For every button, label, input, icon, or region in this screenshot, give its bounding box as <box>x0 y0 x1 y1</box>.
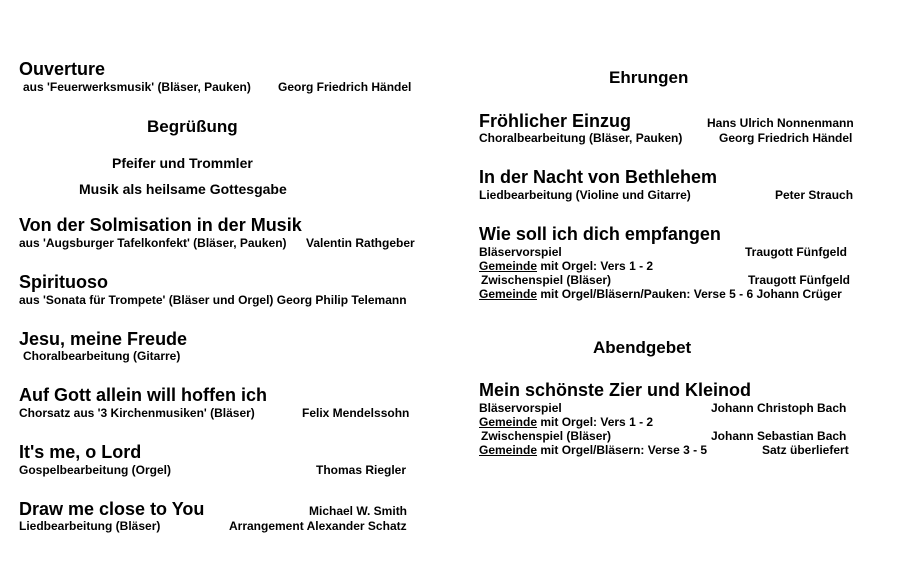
empfangen-line-2-rest: mit Orgel: Vers 1 - 2 <box>537 259 654 273</box>
empfangen-line-3-composer: Traugott Fünfgeld <box>748 273 850 287</box>
solmisation-source: aus 'Augsburger Tafelkonfekt' (Bläser, Pauken) <box>19 236 287 250</box>
gemeinde-label: Gemeinde <box>479 287 538 301</box>
spirituoso-source: aus 'Sonata für Trompete' (Bläser und Orgel) Georg Philip Telemann <box>19 293 407 307</box>
drawme-composer: Michael W. Smith <box>309 504 408 518</box>
kleinod-line-4-rest: mit Orgel/Bläsern: Verse 3 - 5 <box>537 443 708 457</box>
begruessung-line-2: Musik als heilsame Gottesgabe <box>79 181 287 197</box>
kleinod-line-1-composer: Johann Christoph Bach <box>711 401 847 415</box>
einzug-composer: Hans Ulrich Nonnenmann <box>707 116 854 130</box>
itsme-source: Gospelbearbeitung (Orgel) <box>19 463 172 477</box>
begruessung-heading: Begrüßung <box>147 117 238 136</box>
aufgott-source: Chorsatz aus '3 Kirchenmusiken' (Bläser) <box>19 406 255 420</box>
gemeinde-label: Gemeinde <box>479 443 538 457</box>
drawme-source: Liedbearbeitung (Bläser) <box>19 519 161 533</box>
ouverture-composer: Georg Friedrich Händel <box>278 80 412 94</box>
spirituoso-title: Spirituoso <box>19 272 108 292</box>
bethlehem-source: Liedbearbeitung (Violine und Gitarre) <box>479 188 691 202</box>
empfangen-line-1: Bläservorspiel <box>479 245 562 259</box>
ouverture-title: Ouverture <box>19 59 106 79</box>
gemeinde-label: Gemeinde <box>479 259 538 273</box>
kleinod-line-2-rest: mit Orgel: Vers 1 - 2 <box>537 415 654 429</box>
empfangen-line-2 <box>479 259 653 273</box>
kleinod-line-3: Zwischenspiel (Bläser) <box>481 429 612 443</box>
begruessung-line-1: Pfeifer und Trommler <box>112 155 253 171</box>
empfangen-line-4 <box>479 287 842 301</box>
ehrungen-heading: Ehrungen <box>609 68 689 87</box>
bethlehem-composer: Peter Strauch <box>775 188 854 202</box>
solmisation-composer: Valentin Rathgeber <box>306 236 415 250</box>
itsme-title: It's me, o Lord <box>19 442 142 462</box>
aufgott-composer: Felix Mendelssohn <box>302 406 410 420</box>
kleinod-line-1: Bläservorspiel <box>479 401 562 415</box>
kleinod-line-3-composer: Johann Sebastian Bach <box>711 429 847 443</box>
kleinod-line-4-note: Satz überliefert <box>762 443 849 457</box>
kleinod-title: Mein schönste Zier und Kleinod <box>479 380 752 400</box>
drawme-arranger: Arrangement Alexander Schatz <box>229 519 407 533</box>
jesu-title: Jesu, meine Freude <box>19 329 188 349</box>
itsme-composer: Thomas Riegler <box>316 463 407 477</box>
empfangen-line-4-rest: mit Orgel/Bläsern/Pauken: Verse 5 - 6 Johann Crüger <box>537 287 842 301</box>
kleinod-line-2 <box>479 415 653 429</box>
kleinod-line-4 <box>479 443 707 457</box>
abendgebet-heading: Abendgebet <box>593 338 692 357</box>
ouverture-source: aus 'Feuerwerksmusik' (Bläser, Pauken) <box>23 80 251 94</box>
drawme-title: Draw me close to You <box>19 499 205 519</box>
einzug-composer-2: Georg Friedrich Händel <box>719 131 853 145</box>
jesu-source: Choralbearbeitung (Gitarre) <box>23 349 181 363</box>
bethlehem-title: In der Nacht von Bethlehem <box>479 167 718 187</box>
gemeinde-label: Gemeinde <box>479 415 538 429</box>
empfangen-line-3: Zwischenspiel (Bläser) <box>481 273 612 287</box>
empfangen-title: Wie soll ich dich empfangen <box>479 224 721 244</box>
empfangen-line-1-composer: Traugott Fünfgeld <box>745 245 847 259</box>
einzug-source: Choralbearbeitung (Bläser, Pauken) <box>479 131 683 145</box>
einzug-title: Fröhlicher Einzug <box>479 111 632 131</box>
solmisation-title: Von der Solmisation in der Musik <box>19 215 302 235</box>
aufgott-title: Auf Gott allein will hoffen ich <box>19 385 267 405</box>
